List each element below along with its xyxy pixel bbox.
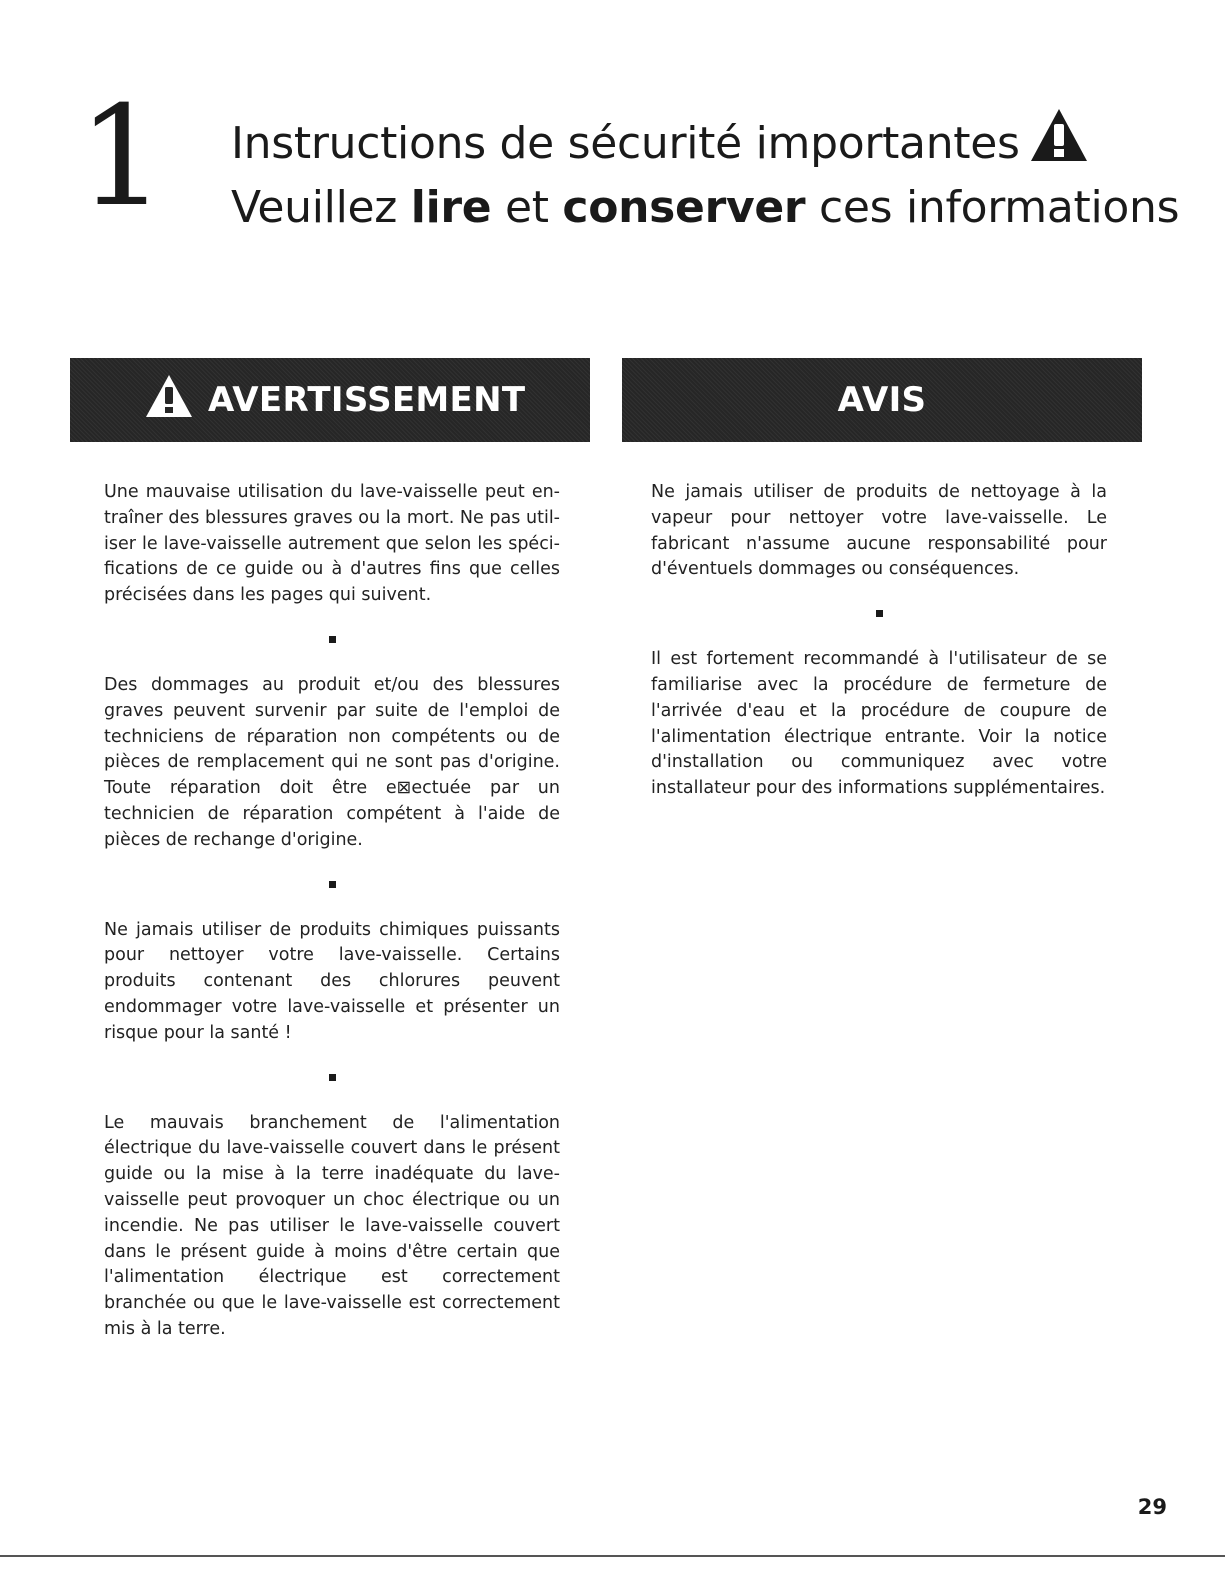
title-sub-bold-read: lire: [410, 182, 492, 233]
warning-paragraph: Des dommages au produit et/ou des blessures graves peuvent survenir par suite de l'emploi de techniciens de réparation non compétents ou de pièces de remplacement qui ne sont pas d'origine. Toute réparation doit être e⊠ectuée par un technicien de réparation compétent à l'aide de pièces de rechange d'origine.: [104, 674, 560, 850]
title-sub-prefix: Veuillez: [231, 182, 411, 233]
title-sub-mid: et: [491, 182, 563, 233]
separator-bullet: [329, 881, 336, 888]
warning-icon: [144, 373, 194, 428]
warning-icon: [1028, 106, 1090, 179]
warning-banner-label: AVERTISSEMENT: [208, 380, 526, 420]
title-line-1: [231, 106, 1179, 179]
warning-paragraph: Le mauvais branchement de l'alimentation électrique du lave-vaisselle couvert dans le présent guide ou la mise à la terre inadéquate du lave-vaisselle peut provoquer un choc électrique ou un incendie. Ne pas utiliser le lave-vaisselle couvert dans le présent guide à moins d'être certain que l'alimentation électrique est correctement branchée ou que le lave-vaisselle est correctement mis à la terre.: [104, 1112, 560, 1339]
notice-paragraph: Ne jamais utiliser de produits de nettoyage à la vapeur pour nettoyer votre lave-vaisselle. Le fabricant n'assume aucune responsabilité pour d'éventuels dommages ou conséquences.: [651, 482, 1107, 580]
warning-paragraph: Une mauvaise utilisation du lave-vaisselle peut en-traîner des blessures graves ou la mort. Ne pas util-iser le lave-vaisselle autrement que selon les spéci-fications de ce guide ou à d'autres fins que celles précisées dans les pages qui suivent.: [104, 482, 560, 606]
bottom-rule: [0, 1555, 1225, 1557]
page-number: 29: [1137, 1495, 1167, 1519]
title-line-2: [231, 179, 1179, 237]
warning-paragraph: Ne jamais utiliser de produits chimiques puissants pour nettoyer votre lave-vaisselle. Certains produits contenant des chlorures peuvent endommager votre lave-vaisselle et présenter un risque pour la santé !: [104, 919, 560, 1043]
title-sub-suffix: ces informations: [805, 182, 1180, 233]
notice-banner-label: AVIS: [837, 380, 927, 420]
chapter-number: 1: [78, 76, 166, 237]
warning-banner: [70, 358, 590, 442]
warning-column: [104, 480, 560, 1343]
page-title: [231, 106, 1179, 237]
notice-paragraph: Il est fortement recommandé à l'utilisateur de se familiarise avec la procédure de fermeture de l'arrivée d'eau et la procédure de coupure de l'alimentation électrique entrante. Voir la notice d'installation ou communiquez avec votre installateur pour des informations supplémentaires.: [651, 649, 1107, 799]
title-sub-bold-keep: conserver: [562, 182, 806, 233]
notice-column: [651, 480, 1107, 802]
title-main: Instructions de sécurité importantes: [231, 118, 1020, 169]
separator-bullet: [329, 636, 336, 643]
notice-banner: [622, 358, 1142, 442]
separator-bullet: [329, 1074, 336, 1081]
separator-bullet: [876, 610, 883, 617]
